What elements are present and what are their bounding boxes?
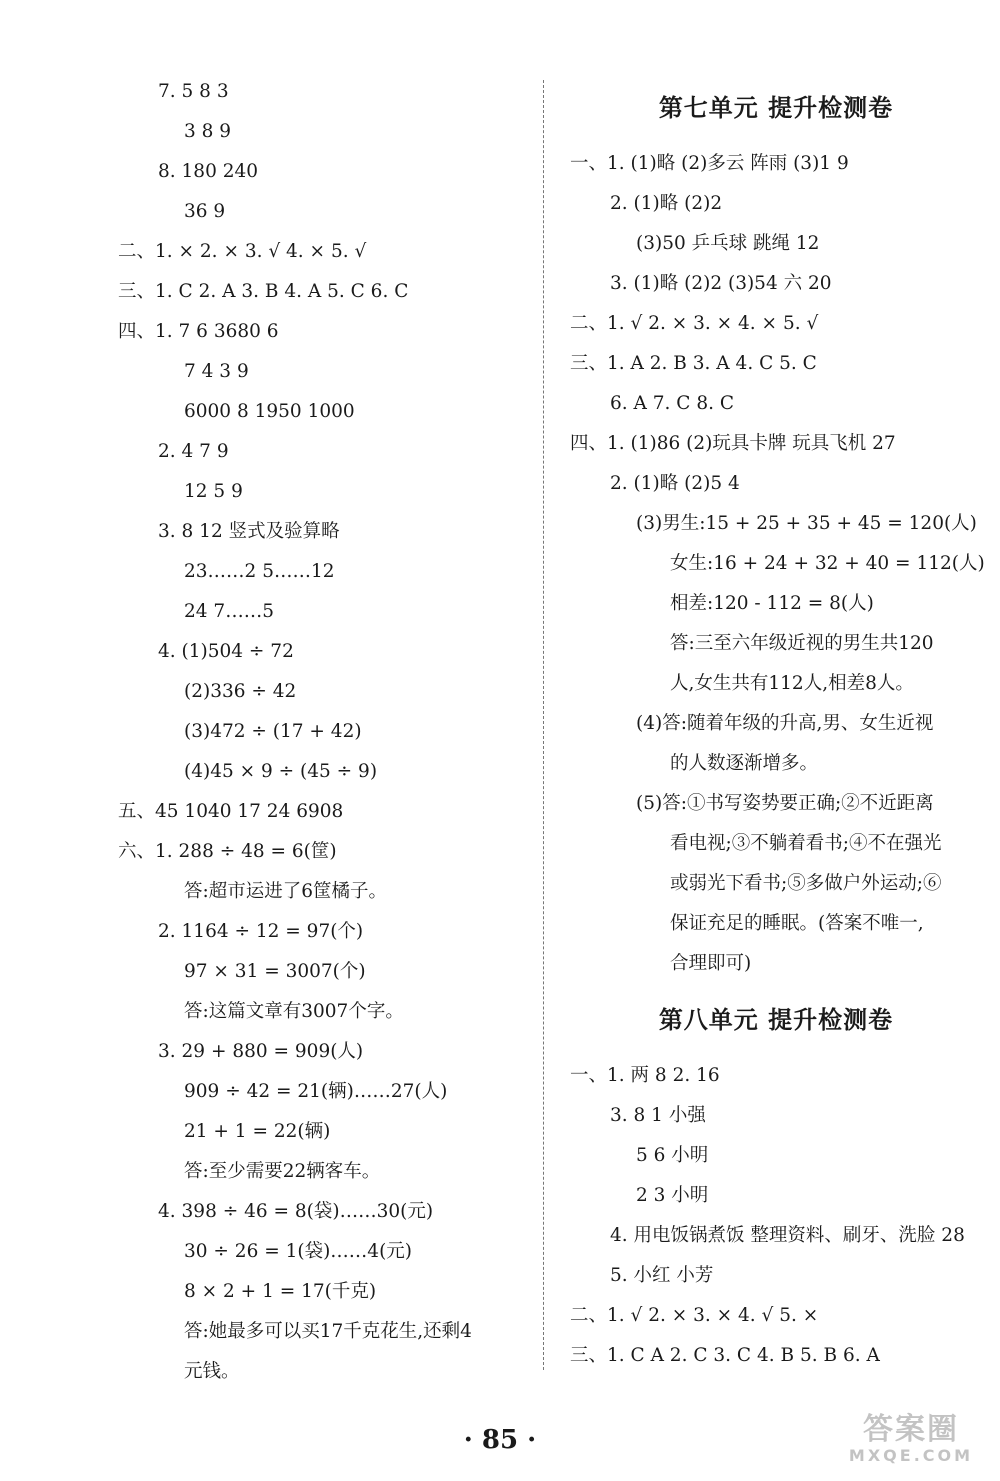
answer-line: 2 3 小明	[636, 1185, 709, 1206]
answer-line: 五、45 1040 17 24 6908	[118, 801, 344, 822]
answer-line: 4. 398 ÷ 46 = 8(袋)……30(元)	[158, 1201, 434, 1222]
answer-line: 答:至少需要22辆客车。	[184, 1161, 381, 1182]
answer-line: 2. 1164 ÷ 12 = 97(个)	[158, 921, 364, 942]
answer-line: 36 9	[184, 201, 226, 222]
answer-line: 12 5 9	[184, 481, 243, 502]
answer-line: (4)45 × 9 ÷ (45 ÷ 9)	[184, 761, 378, 782]
answer-line: 保证充足的睡眠。(答案不唯一,	[670, 913, 924, 934]
answer-line: 看电视;③不躺着看书;④不在强光	[670, 833, 942, 854]
answer-line: 人,女生共有112人,相差8人。	[670, 673, 914, 694]
answer-line: 四、1. 7 6 3680 6	[118, 321, 279, 342]
answer-line: (3)男生:15 + 25 + 35 + 45 = 120(人)	[636, 513, 977, 534]
answer-line: 3. 8 12 竖式及验算略	[158, 521, 340, 542]
answer-line: 答:这篇文章有3007个字。	[184, 1001, 404, 1022]
answer-line: 23……2 5……12	[184, 561, 335, 582]
answer-line: 一、1. 两 8 2. 16	[570, 1065, 720, 1086]
answer-line: (3)472 ÷ (17 + 42)	[184, 721, 362, 742]
answer-line: 2. (1)略 (2)2	[610, 193, 723, 214]
answer-line: 3. 8 1 小强	[610, 1105, 706, 1126]
answer-line: 3. 29 + 880 = 909(人)	[158, 1041, 364, 1062]
answer-line: (5)答:①书写姿势要正确;②不近距离	[636, 793, 934, 814]
answer-line: 21 + 1 = 22(辆)	[184, 1121, 331, 1142]
answer-line: 二、1. × 2. × 3. √ 4. × 5. √	[118, 241, 367, 262]
answer-line: 3. (1)略 (2)2 (3)54 六 20	[610, 273, 832, 294]
unit7-title: 第七单元 提升检测卷	[658, 94, 894, 122]
watermark-logo-text: 答案圈	[863, 1412, 959, 1447]
answer-line: 8. 180 240	[158, 161, 259, 182]
column-divider	[543, 80, 544, 1370]
answer-line: 答:超市运进了6筐橘子。	[184, 881, 388, 902]
answer-line: 7. 5 8 3	[158, 81, 229, 102]
answer-line: 答:她最多可以买17千克花生,还剩4	[184, 1321, 472, 1342]
answer-line: 97 × 31 = 3007(个)	[184, 961, 366, 982]
answer-line: 三、1. C A 2. C 3. C 4. B 5. B 6. A	[570, 1345, 880, 1366]
unit8-title: 第八单元 提升检测卷	[658, 1006, 894, 1034]
answer-line: 5. 小红 小芳	[610, 1265, 714, 1286]
answer-line: 30 ÷ 26 = 1(袋)……4(元)	[184, 1241, 413, 1262]
answer-line: 2. 4 7 9	[158, 441, 229, 462]
answer-line: 2. (1)略 (2)5 4	[610, 473, 740, 494]
left-column	[118, 72, 536, 1392]
answer-line: 4. 用电饭锅煮饭 整理资料、刷牙、洗脸 28	[610, 1225, 965, 1246]
answer-line: (3)50 乒乓球 跳绳 12	[636, 233, 820, 254]
answer-line: 6000 8 1950 1000	[184, 401, 355, 422]
answer-line: 的人数逐渐增多。	[670, 753, 819, 774]
answer-line: 或弱光下看书;⑤多做户外运动;⑥	[670, 873, 942, 894]
answer-line: 四、1. (1)86 (2)玩具卡牌 玩具飞机 27	[570, 433, 896, 454]
answer-line: 4. (1)504 ÷ 72	[158, 641, 294, 662]
answer-line: 二、1. √ 2. × 3. × 4. × 5. √	[570, 313, 819, 334]
answer-line: 5 6 小明	[636, 1145, 709, 1166]
answer-line: 三、1. C 2. A 3. B 4. A 5. C 6. C	[118, 281, 409, 302]
answer-line: 六、1. 288 ÷ 48 = 6(筐)	[118, 841, 337, 862]
answer-line: 答:三至六年级近视的男生共120	[670, 633, 934, 654]
answer-line: (2)336 ÷ 42	[184, 681, 297, 702]
answer-line: 合理即可)	[670, 953, 752, 974]
answer-line: 909 ÷ 42 = 21(辆)……27(人)	[184, 1081, 448, 1102]
answer-line: 三、1. A 2. B 3. A 4. C 5. C	[570, 353, 817, 374]
answer-line: 二、1. √ 2. × 3. × 4. √ 5. ×	[570, 1305, 819, 1326]
answer-line: 3 8 9	[184, 121, 232, 142]
right-column	[570, 72, 985, 1376]
answer-line: 8 × 2 + 1 = 17(千克)	[184, 1281, 377, 1302]
answer-line: 24 7……5	[184, 601, 274, 622]
watermark-url: MXQE.COM	[848, 1446, 974, 1465]
answer-line: (4)答:随着年级的升高,男、女生近视	[636, 713, 934, 734]
answer-line: 6. A 7. C 8. C	[610, 393, 735, 414]
answer-line: 元钱。	[184, 1361, 240, 1382]
answer-line: 一、1. (1)略 (2)多云 阵雨 (3)1 9	[570, 153, 849, 174]
answer-line: 女生:16 + 24 + 32 + 40 = 112(人)	[670, 553, 985, 574]
page-number: · 85 ·	[463, 1425, 537, 1455]
answer-line: 7 4 3 9	[184, 361, 249, 382]
answer-line: 相差:120 - 112 = 8(人)	[670, 593, 874, 614]
watermark-logo	[836, 1413, 986, 1469]
